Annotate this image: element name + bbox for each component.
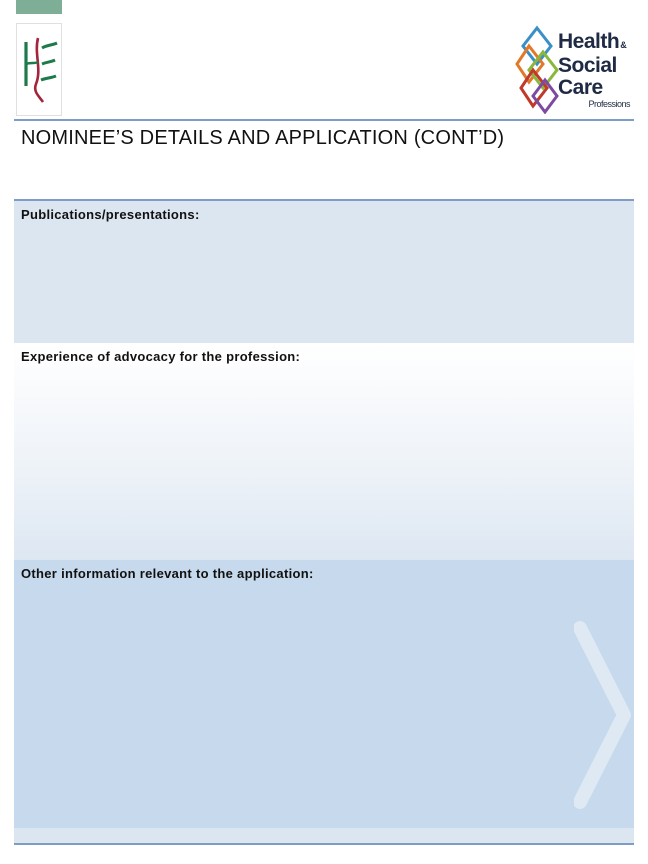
page-title: NOMINEE’S DETAILS AND APPLICATION (CONT’D) [21, 127, 505, 149]
logo-word-professions: Professions [588, 99, 630, 109]
logo-word-social-care: Social Care [558, 54, 617, 99]
diamond-lattice-icon [515, 24, 559, 114]
logo-ampersand: & [620, 40, 627, 50]
publications-field[interactable] [14, 201, 634, 343]
logo-word-health: Health [558, 30, 620, 53]
other-information-label: Other information relevant to the application: [21, 566, 314, 581]
top-color-tab [16, 0, 62, 14]
chevron-right-watermark-icon [574, 620, 634, 810]
advocacy-label: Experience of advocacy for the profession: [21, 349, 301, 364]
hse-logo [16, 23, 62, 116]
other-information-field[interactable] [14, 560, 634, 828]
header-rule [14, 119, 634, 121]
advocacy-field[interactable] [14, 343, 634, 560]
form-footer-band [14, 828, 634, 843]
health-social-care-logo [515, 24, 635, 114]
publications-label: Publications/presentations: [21, 207, 200, 222]
footer-rule [14, 843, 634, 845]
hse-logo-icon [17, 24, 61, 115]
